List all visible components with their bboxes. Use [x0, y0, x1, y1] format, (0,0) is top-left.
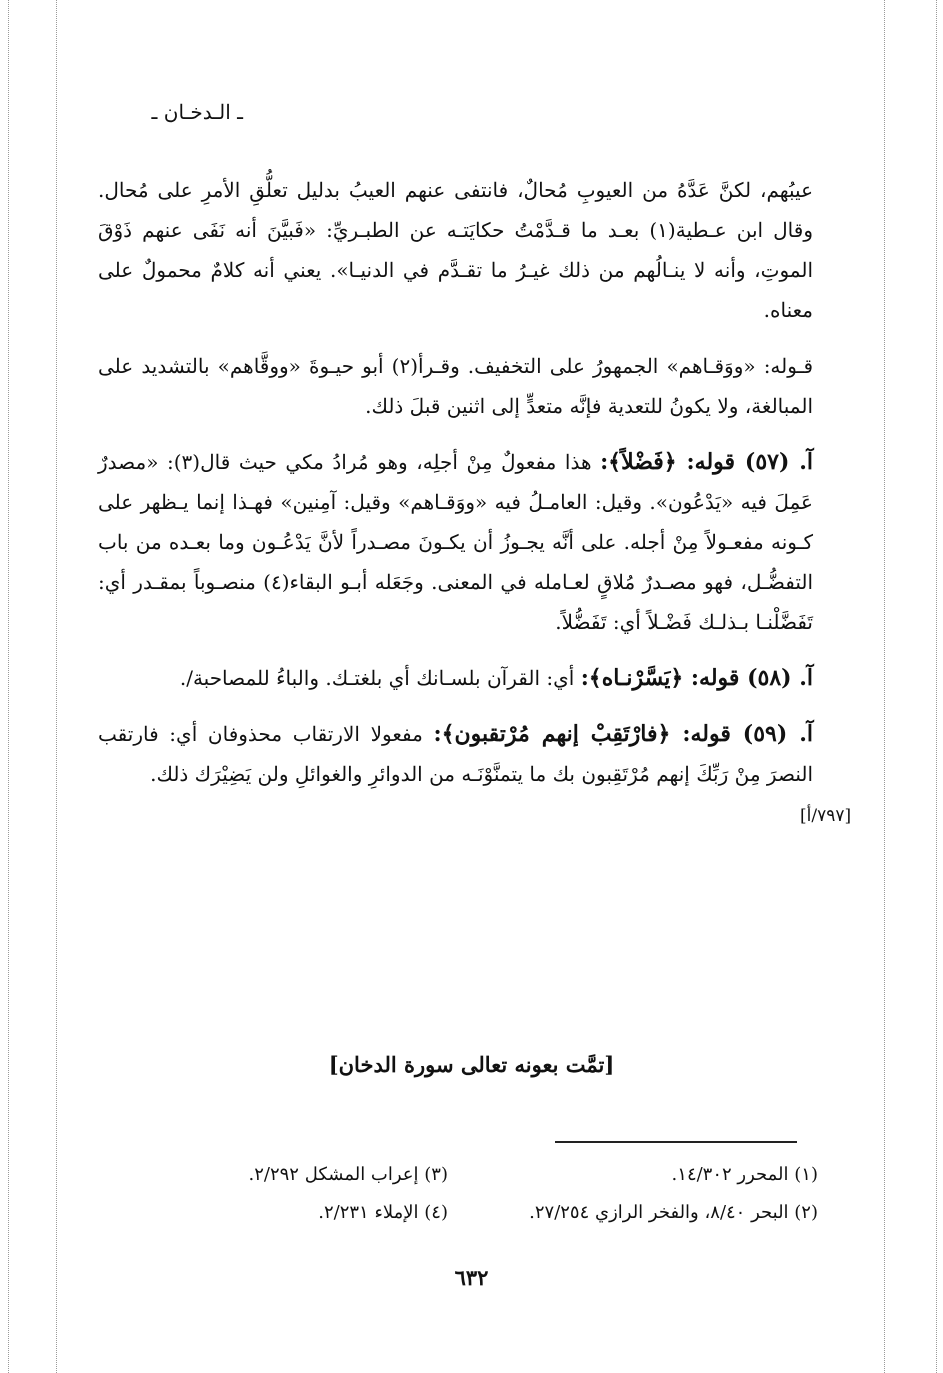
- footnote: (٤) الإملاء ٢/٢٣١.: [318, 1202, 448, 1223]
- running-header: ـ الـدخـان ـ: [151, 100, 243, 124]
- verse-commentary: هذا مفعولٌ مِنْ أجلِه، وهو مُرادُ مكي حيث قال(٣): «مصدرٌ عَمِلَ فيه «يَدْعُون». وقيل: العامـلُ فيه «ووَقـاهم» وقيل: آمِنين» فهـذا إنما يـظهر على كـونه مفعـولاً مِنْ أجله. على أنَّه يجـوزُ أن يكـونَ مصـدراً لأنَّ يَدْعُـون وما بعـده من باب التفضُّـل، فهو مصـدرٌ مُلاقٍ لعـامله في المعنى. وجَعَله أبـو البقاء(٤) منصـوباً بمقـدر أي: تَفَضَّلْنـا بـذلـك فَضْـلاً أي: تَفَضُّلاً.: [98, 450, 814, 634]
- verse-heading: آ. (٥٩) قوله: ﴿فارْتَقِبْ إنهم مُرْتقبون﴾:: [433, 721, 814, 747]
- footnotes: [118, 1156, 818, 1232]
- footnote: (٣) إعراب المشكل ٢/٢٩٢.: [248, 1164, 448, 1185]
- verse-section: [98, 658, 813, 698]
- verse-heading: آ. (٥٨) قوله: ﴿يَسَّرْنـاه﴾:: [580, 665, 813, 691]
- manuscript-folio-reference: [٧٩٧/أ]: [800, 806, 852, 826]
- verse-commentary: مفعولا الارتقاب محذوفان أي: فارتقب النصرَ مِنْ رَبِّكَ إنهم مُرْتَقِبون بك ما يتمنَّوْنَـه من الدوائرِ والغوائلِ ولن يَضِيْرَك ذلك.: [98, 722, 813, 786]
- scan-edge-line: [884, 0, 885, 1373]
- verse-heading: آ. (٥٧) قوله: ﴿فَضْلاً﴾:: [600, 449, 813, 475]
- scan-edge-line: [8, 0, 9, 1373]
- paragraph: عيبُهم، لكنَّ عَدَّهُ من العيوبِ مُحالٌ، فانتفى عنهم العيبُ بدليل تعلُّقِ الأمرِ على مُحال. وقال ابن عـطية(١) بعـد ما قـدَّمْتُ حكايَتـه عن الطبـريِّ: «فَبيَّنَ أنه نَفَى عنهم ذَوْقَ الموتِ، وأنه لا ينـالُهم من ذلك غيـرُ ما تقـدَّم في الدنيـا». يعني أنه كلامٌ محمولٌ على معناه.: [98, 178, 813, 322]
- paragraph: قـوله: «ووَقـاهم» الجمهورُ على التخفيف. وقـرأ(٢) أبو حيـوةَ «ووقَّاهم» بالتشديد على المبالغة، ولا يكونُ للتعدية فإنَّه متعدٍّ إلى اثنين قبلَ ذلك.: [98, 354, 813, 418]
- scan-edge-line: [56, 0, 57, 1373]
- verse-commentary: أي: القرآن بلسـانك أي بلغتـك. والباءُ للمصاحبة/.: [179, 666, 581, 690]
- closing-note: [تمَّت بعونه تعالى سورة الدخان]: [328, 1052, 615, 1077]
- main-text: [98, 170, 813, 810]
- verse-section: [98, 714, 813, 794]
- scan-edge-line: [936, 0, 937, 1373]
- page-number: ٦٣٢: [454, 1265, 489, 1290]
- footnote: (١) المحرر ١٤/٣٠٢.: [671, 1164, 818, 1185]
- footnote: (٢) البحر ٨/٤٠، والفخر الرازي ٢٧/٢٥٤.: [529, 1202, 818, 1223]
- footnote-divider: [555, 1141, 797, 1143]
- verse-section: [98, 442, 813, 642]
